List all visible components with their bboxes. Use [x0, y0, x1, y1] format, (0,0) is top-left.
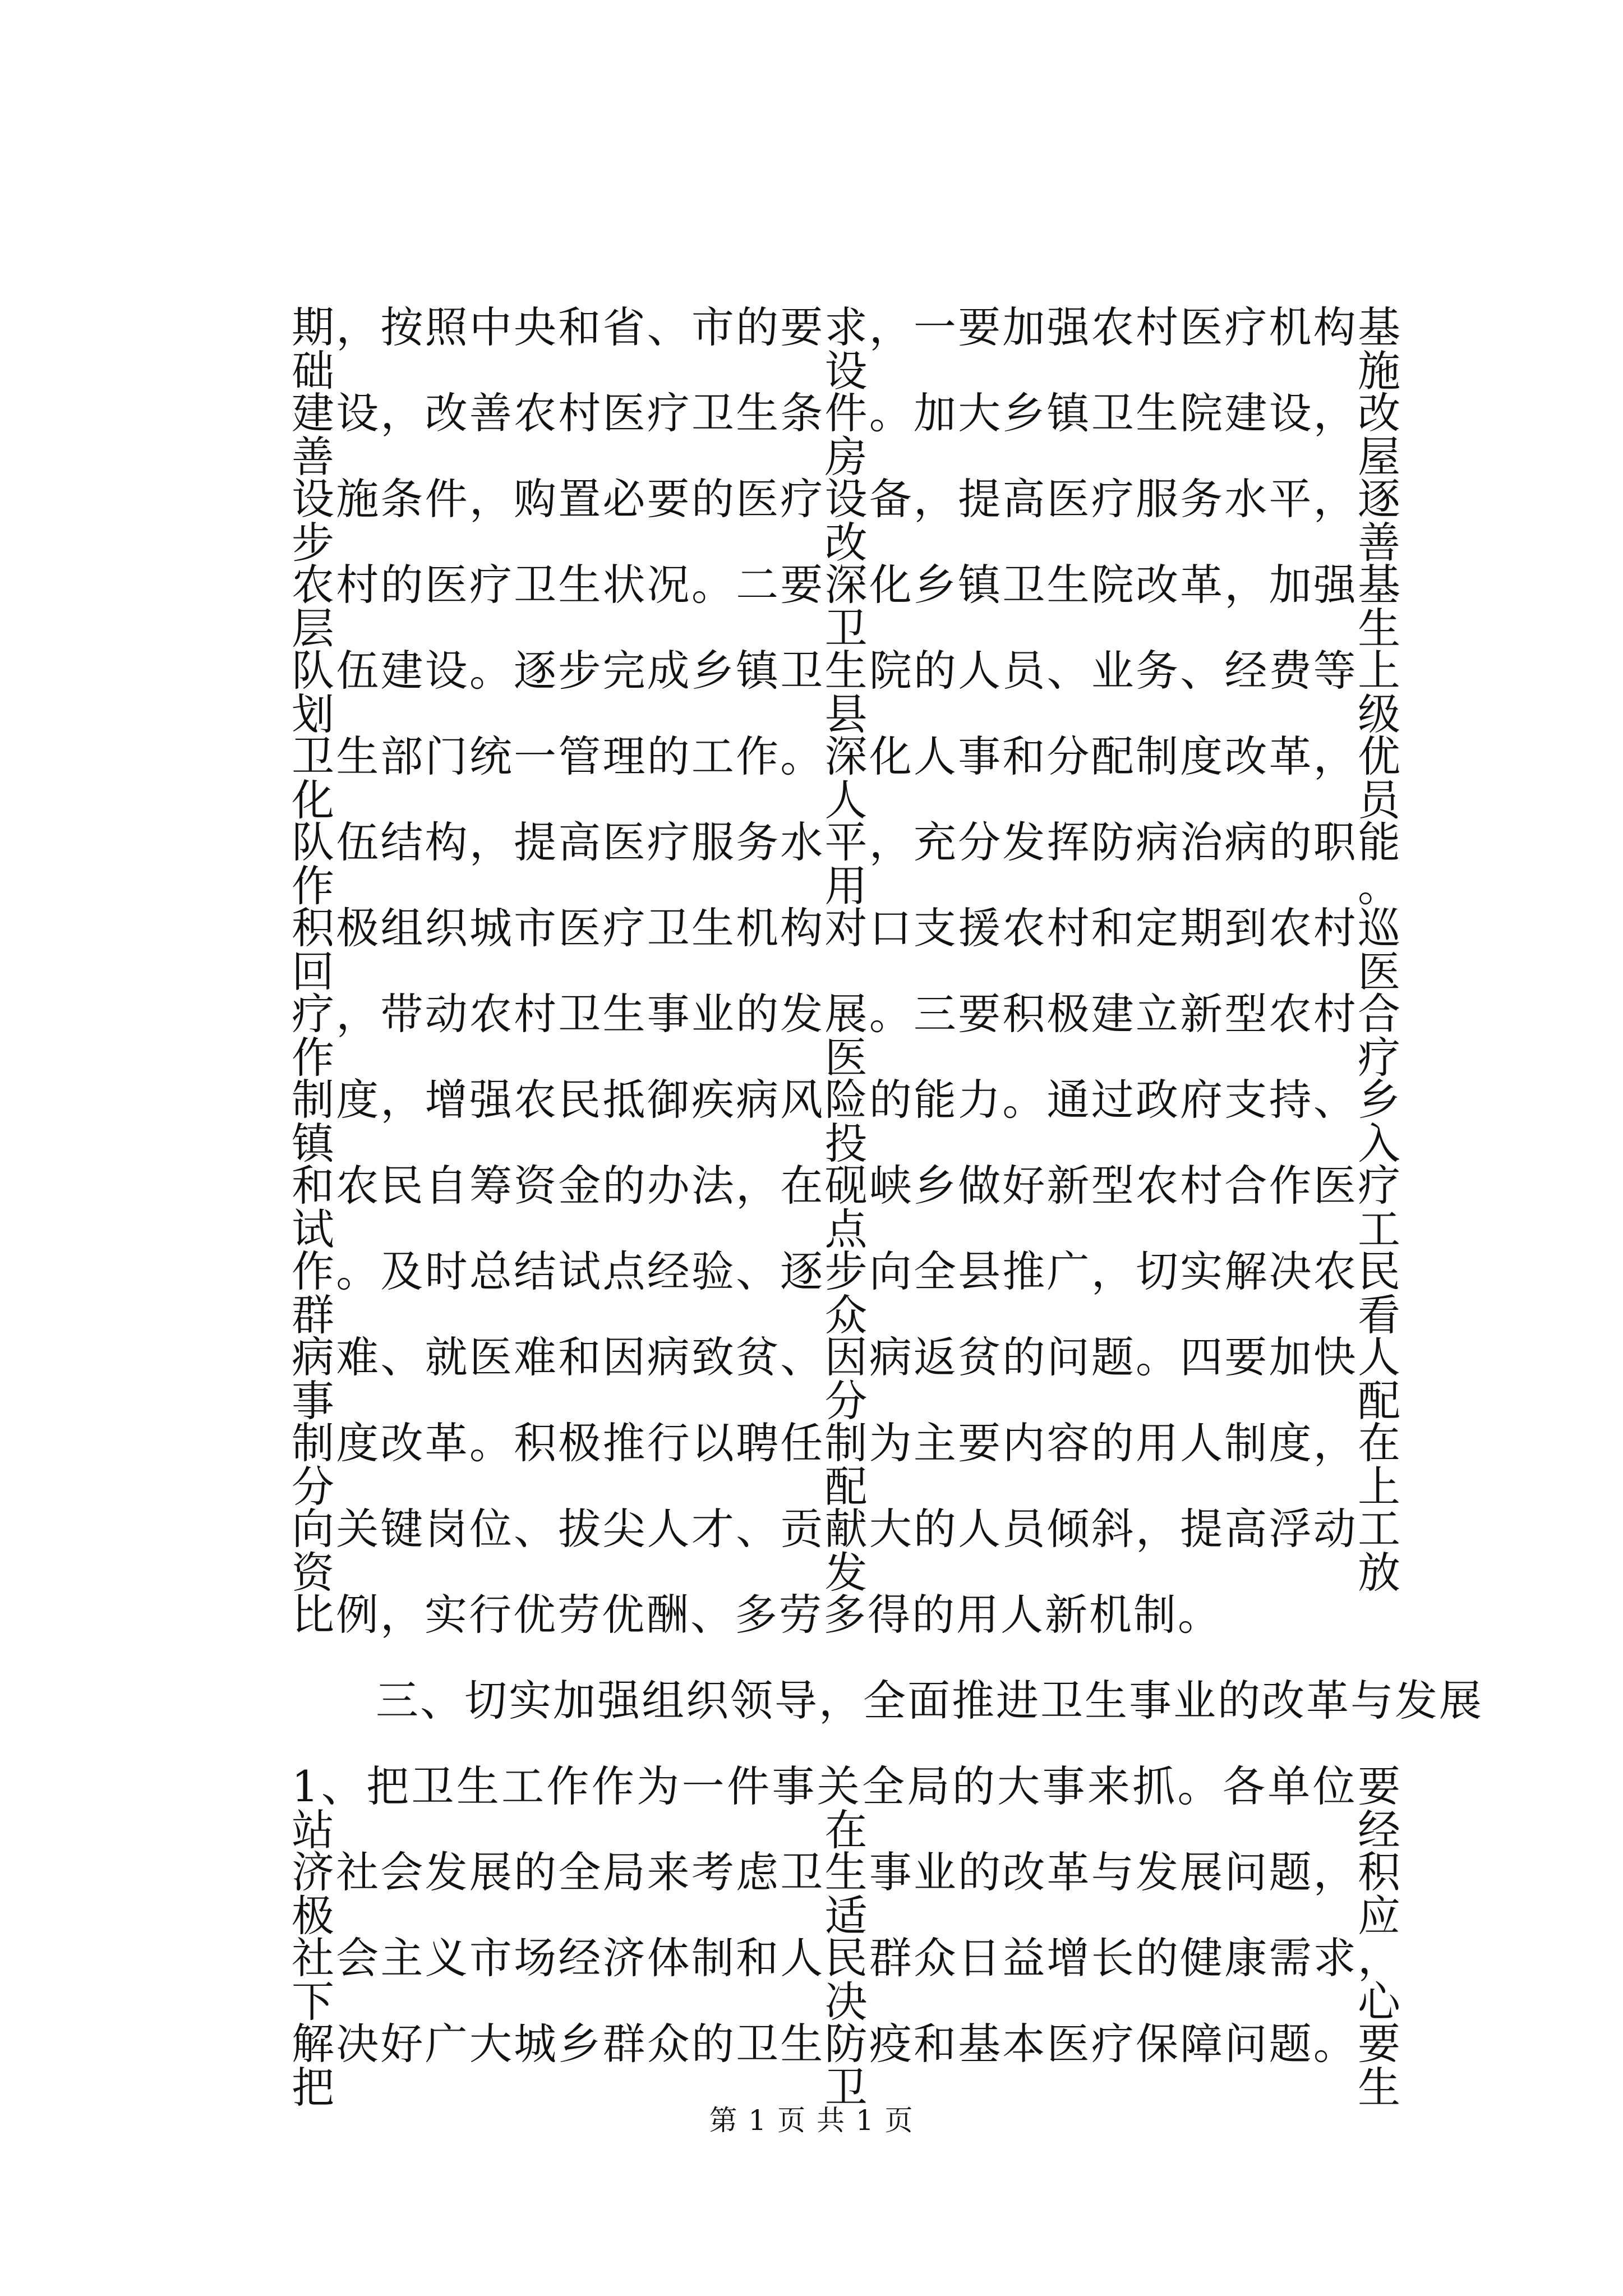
text-line: 和农民自筹资金的办法，在砚峡乡做好新型农村合作医疗试点工	[292, 1161, 1402, 1254]
text-line: 疗，带动农村卫生事业的发展。三要积极建立新型农村合作医疗	[292, 989, 1402, 1083]
text-line: 制度，增强农民抵御疾病风险的能力。通过政府支持、乡镇投入	[292, 1075, 1402, 1168]
text-line: 制度改革。积极推行以聘任制为主要内容的用人制度，在分配上	[292, 1418, 1402, 1512]
text-line: 卫生部门统一管理的工作。深化人事和分配制度改革，优化人员	[292, 731, 1402, 825]
text-line: 病难、就医难和因病致贫、因病返贫的问题。四要加快人事分配	[292, 1332, 1402, 1426]
text-line: 建设，改善农村医疗卫生条件。加大乡镇卫生院建设，改善房屋	[292, 388, 1402, 482]
page-footer	[0, 2104, 1623, 2137]
text-line: 社会主义市场经济体制和人民群众日益增长的健康需求，下决心	[292, 1933, 1402, 2027]
body-text	[292, 302, 1483, 2113]
page-number-label: 第 1 页 共 1 页	[709, 2104, 914, 2137]
text-line: 队伍结构，提高医疗服务水平，充分发挥防病治病的职能作用。	[292, 817, 1402, 911]
text-line: 设施条件，购置必要的医疗设备，提高医疗服务水平，逐步改善	[292, 474, 1402, 568]
text-line: 队伍建设。逐步完成乡镇卫生院的人员、业务、经费等上划县级	[292, 646, 1402, 739]
text-line: 解决好广大城乡群众的卫生防疫和基本医疗保障问题。要把卫生	[292, 2019, 1402, 2113]
text-line: 积极组织城市医疗卫生机构对口支援农村和定期到农村巡回医	[292, 903, 1402, 997]
section-heading: 三、切实加强组织领导，全面推进卫生事业的改革与发展	[376, 1676, 1483, 1726]
text-line: 农村的医疗卫生状况。二要深化乡镇卫生院改革，加强基层卫生	[292, 560, 1402, 654]
text-line: 作。及时总结试点经验、逐步向全县推广，切实解决农民群众看	[292, 1246, 1402, 1340]
text-line: 比例，实行优劳优酬、多劳多得的用人新机制。	[292, 1590, 1222, 1640]
text-line: 期，按照中央和省、市的要求，一要加强农村医疗机构基础设施	[292, 302, 1402, 396]
text-line: 1、把卫生工作作为一件事关全局的大事来抓。各单位要站在经	[292, 1761, 1402, 1855]
text-line: 向关键岗位、拔尖人才、贡献大的人员倾斜，提高浮动工资发放	[292, 1504, 1402, 1598]
text-line: 济社会发展的全局来考虑卫生事业的改革与发展问题，积极适应	[292, 1847, 1402, 1941]
